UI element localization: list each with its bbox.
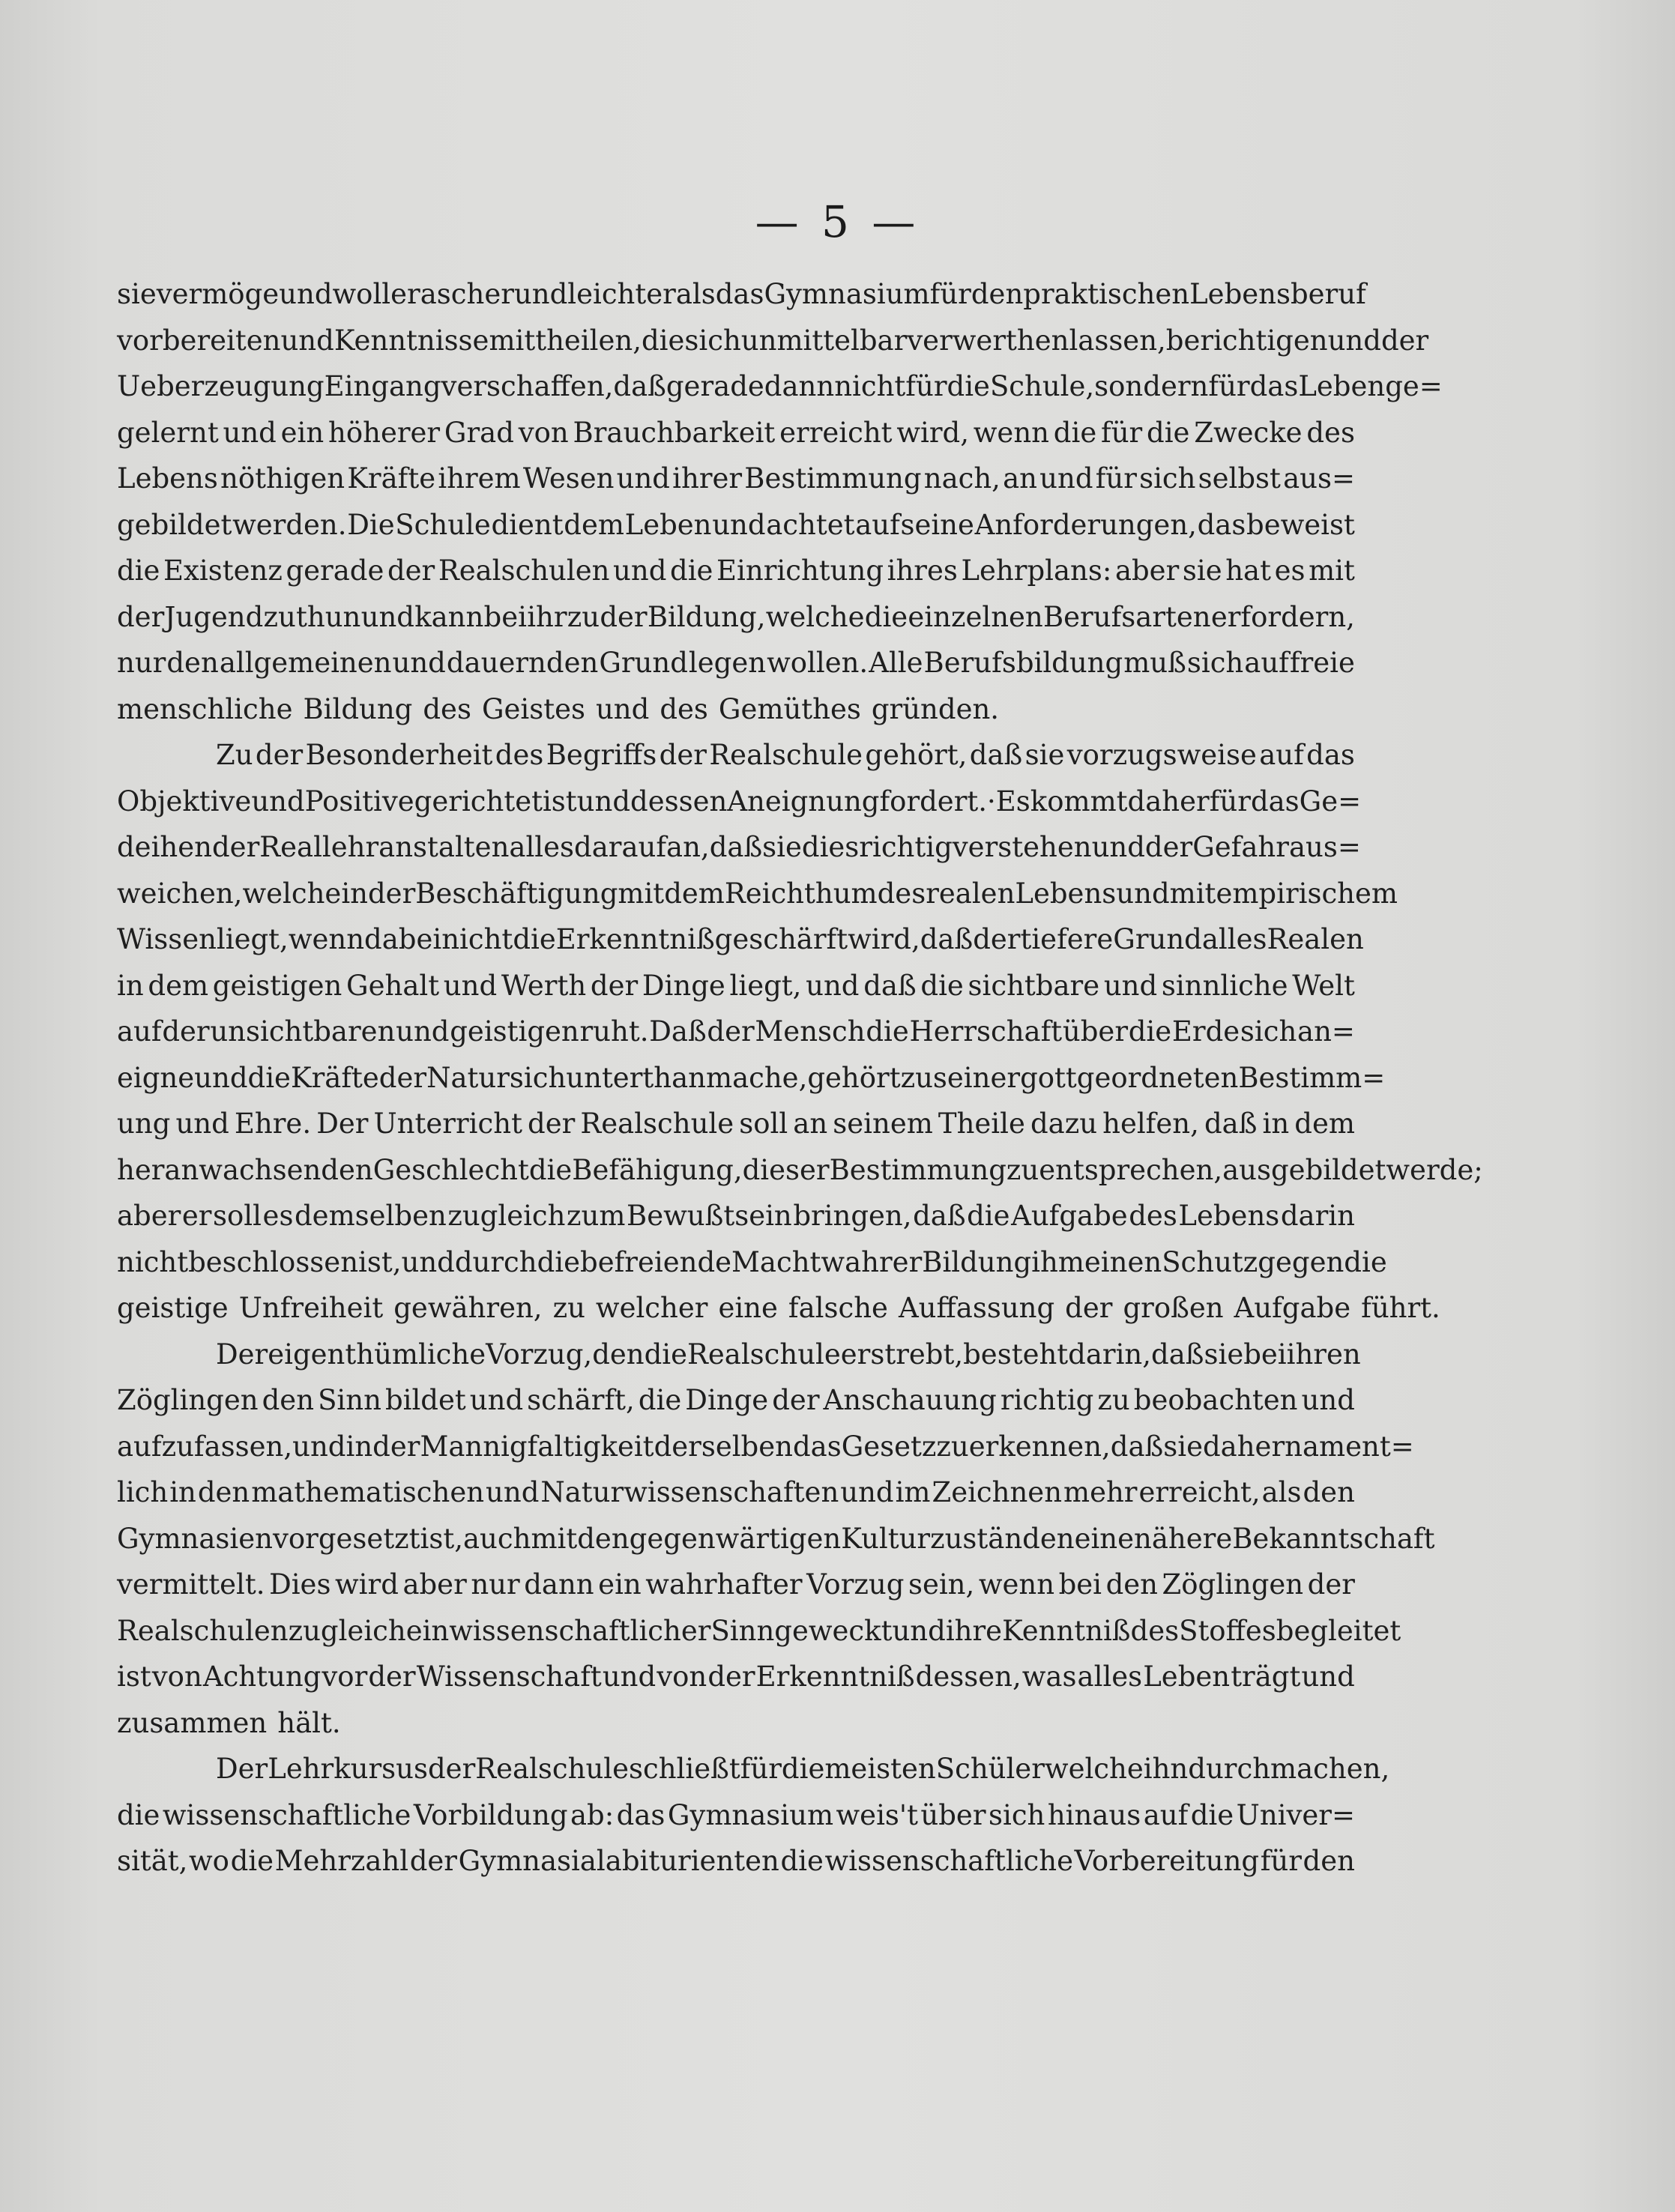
text-line: Der Lehrkursus der Realschule schließt für die meisten Schüler welche ihn durchmachen, [216,1753,1390,1785]
text-line: geistige Unfreiheit gewähren, zu welcher eine falsche Auffassung der großen Aufgabe führt. [117,1292,1440,1324]
text-line: Zöglingen den Sinn bildet und schärft, die Dinge der Anschauung richtig zu beobachten und [117,1384,1355,1416]
text-line: zusammen hält. [117,1706,341,1739]
text-line: Wissen liegt, wenn dabei nicht die Erkenntniß geschärft wird, daß der tiefere Grund alles Realen [117,923,1364,955]
text-line: gebildet werden. Die Schule dient dem Leben und achtet auf seine Anforderungen, das beweist [117,508,1355,541]
text-line: vorbereiten und Kenntnisse mittheilen, die sich unmittelbar verwerthen lassen, berichtigen und der [117,324,1429,357]
text-line: Zu der Besonderheit des Begriffs der Realschule gehört, daß sie vorzugsweise auf das [216,739,1355,771]
text-line: lich in den mathematischen und Naturwissenschaften und im Zeichnen mehr erreicht, als den [117,1476,1355,1508]
text-line: nicht beschlossen ist, und durch die befreiende Macht wahrer Bildung ihm einen Schutz gegen die [117,1245,1387,1278]
text-line: Der eigenthümliche Vorzug, den die Realschule erstrebt, besteht darin, daß sie bei ihren [216,1338,1361,1371]
text-line: die wissenschaftliche Vorbildung ab: das Gymnasium weis't über sich hinaus auf die Univer= [117,1798,1355,1831]
page-number: — 5 — [755,196,920,247]
text-line: deihen der Reallehranstalten alles darauf an, daß sie dies richtig verstehen und der Gefahr aus= [117,831,1361,863]
text-line: gelernt und ein höherer Grad von Brauchbarkeit erreicht wird, wenn die für die Zwecke des [117,416,1355,449]
text-line: sie vermöge und wolle rascher und leichter als das Gymnasium für den praktischen Lebensberuf [117,278,1366,310]
text-line: heranwachsenden Geschlecht die Befähigung, dieser Bestimmung zu entsprechen, ausgebildet werde; [117,1153,1483,1186]
text-line: der Jugend zu thun und kann bei ihr zu der Bildung, welche die einzelnen Berufsarten erfordern, [117,600,1355,633]
text-line: aufzufassen, und in der Mannigfaltigkeit derselben das Gesetz zu erkennen, daß sie daher nament= [117,1430,1414,1463]
text-line: Realschulen zugleich ein wissenschaftlicher Sinn geweckt und ihre Kenntniß des Stoffes begleitet [117,1614,1401,1647]
text-line: vermittelt. Dies wird aber nur dann ein wahrhafter Vorzug sein, wenn bei den Zöglingen der [117,1568,1355,1601]
text-line: menschliche Bildung des Geistes und des Gemüthes gründen. [117,692,1000,725]
text-line: aber er soll es demselben zugleich zum Bewußtsein bringen, daß die Aufgabe des Lebens darin [117,1200,1355,1232]
text-line: Objektive und Positive gerichtet ist und dessen Aneignung fordert. ·Es kommt daher für das Ge= [117,785,1362,818]
text-line: eigne und die Kräfte der Natur sich unterthan mache, gehört zu seiner gottgeordneten Bestimm= [117,1061,1386,1094]
text-line: die Existenz gerade der Realschulen und die Einrichtung ihres Lehrplans: aber sie hat es mit [117,554,1355,587]
body-text [117,271,1483,1885]
text-line: ung und Ehre. Der Unterricht der Realschule soll an seinem Theile dazu helfen, daß in dem [117,1107,1355,1140]
text-line: sität, wo die Mehrzahl der Gymnasialabiturienten die wissenschaftliche Vorbereitung für den [117,1845,1355,1877]
text-line: nur den allgemeinen und dauernden Grund legen wollen. Alle Berufsbildung muß sich auf freie [117,647,1355,679]
text-line: Gymnasien vorgesetzt ist, auch mit den gegenwärtigen Kulturzuständen eine nähere Bekanntschaft [117,1522,1435,1555]
text-line: auf der unsichtbaren und geistigen ruht. Daß der Mensch die Herrschaft über die Erde sich an= [117,1015,1355,1048]
text-line: weichen, welche in der Beschäftigung mit dem Reichthum des realen Lebens und mit empirischem [117,877,1398,910]
text-line: Ueberzeugung Eingang verschaffen, daß gerade dann nicht für die Schule, sondern für das Leben ge= [117,370,1443,402]
text-line: Lebens nöthigen Kräfte ihrem Wesen und ihrer Bestimmung nach, an und für sich selbst aus= [117,462,1355,495]
text-line: in dem geistigen Gehalt und Werth der Dinge liegt, und daß die sichtbare und sinnliche Welt [117,969,1355,1002]
text-line: ist von Achtung vor der Wissenschaft und von der Erkenntniß dessen, was alles Leben trägt und [117,1660,1355,1693]
